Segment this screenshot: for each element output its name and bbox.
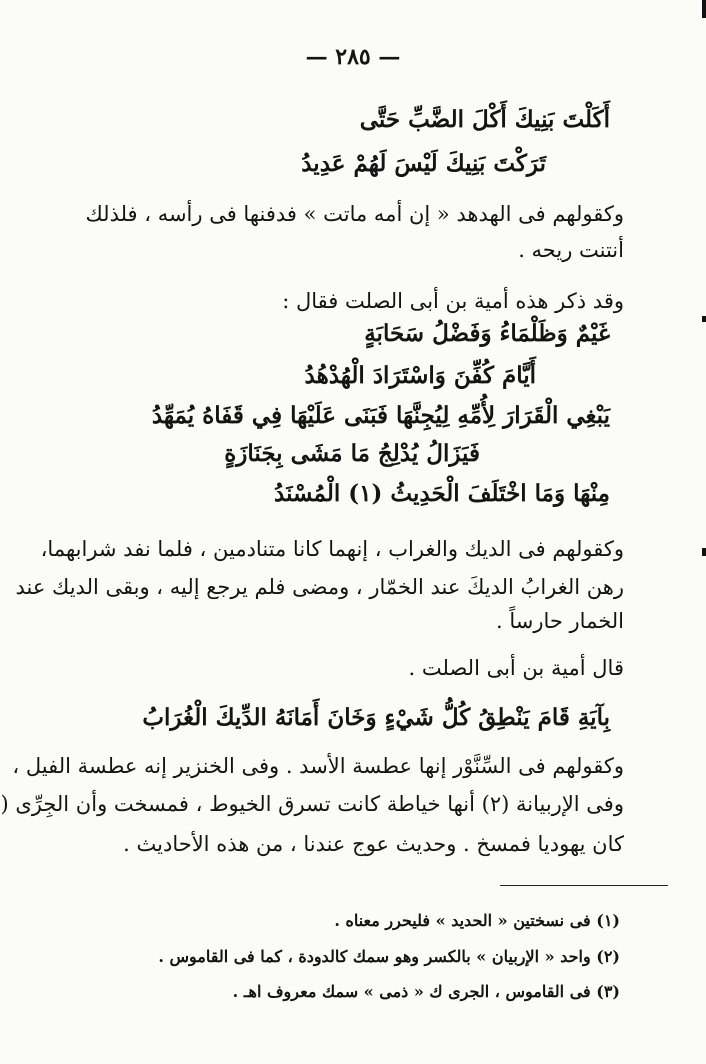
- paragraph-1-line-2: أنتنت ريحه .: [518, 238, 624, 262]
- paragraph-3-line-3: الخمار حارساً .: [495, 609, 624, 633]
- paragraph-5-line-3: كان يهوديا فمسخ . وحديث عوج عندنا ، من هذه الأحاديث .: [123, 832, 624, 856]
- poem-2-line-1: غَيْمٌ وَظَلْمَاءُ وَفَضْلُ سَحَابَةٍ: [364, 320, 610, 347]
- paragraph-3-line-2: رهن الغرابُ الديكَ عند الخمّار ، ومضى فلم يرجع إليه ، وبقى الديك عند: [15, 575, 624, 599]
- page-number: — ٢٨٥ —: [305, 44, 401, 70]
- scan-edge-mark: [702, 548, 706, 556]
- scan-edge-mark: [702, 316, 706, 322]
- footnote-1: (١) فى نسختين « الحديد » فليحرر معناه .: [334, 911, 620, 930]
- poem-2-line-2: أَيَّامَ كُفِّنَ وَاسْتَرَادَ الْهُدْهُدُ: [304, 362, 536, 389]
- paragraph-5-line-2: وفى الإربيانة (٢) أنها خياطة كانت تسرق الخيوط ، فمسخت وأن الجِرِّى (: [0, 792, 624, 816]
- scan-edge-mark: [702, 0, 706, 18]
- poem-2-line-3: يَبْغِي الْقَرَارَ لِأُمِّهِ لِيُجِنَّهَا فَبَنَى عَلَيْهَا فِي قَفَاهُ يُمَهِّدُ: [151, 402, 610, 429]
- poem-2-line-5: مِنْهَا وَمَا اخْتَلَفَ الْحَدِيثُ (١) الْمُسْنَدُ: [274, 480, 610, 507]
- footnote-rule: [500, 885, 668, 886]
- poem-2-line-4: فَيَزَالُ يُدْلِجُ مَا مَشَى بِجَنَازَةٍ: [224, 440, 480, 467]
- verse-4: بِآيَةِ قَامَ يَنْطِقُ كُلُّ شَيْءٍ وَخَانَ أَمَانَهُ الدِّيكَ الْغُرَابُ: [142, 704, 610, 731]
- paragraph-2-intro: وقد ذكر هذه أمية بن أبى الصلت فقال :: [282, 289, 624, 313]
- paragraph-1-line-1: وكقولهم فى الهدهد « إن أمه ماتت » فدفنها فى رأسه ، فلذلك: [85, 202, 624, 226]
- footnote-2: (٢) واحد « الإربيان » بالكسر وهو سمك كالدودة ، كما فى القاموس .: [158, 947, 620, 966]
- verse-1-line-1: أَكَلْتَ بَنِيكَ أَكْلَ الضَّبِّ حَتَّى: [359, 106, 610, 133]
- paragraph-5-line-1: وكقولهم فى السِّنَّوْر إنها عطسة الأسد . وفى الخنزير إنه عطسة الفيل ،: [12, 754, 624, 778]
- paragraph-3-line-1: وكقولهم فى الديك والغراب ، إنهما كانا متنادمين ، فلما نفد شرابهما،: [40, 537, 624, 561]
- footnote-3: (٣) فى القاموس ، الجرى ك « ذمى » سمك معروف اهـ .: [232, 982, 620, 1001]
- paragraph-4-intro: قال أمية بن أبى الصلت .: [408, 656, 624, 680]
- verse-1-line-2: تَرَكْتَ بَنِيكَ لَيْسَ لَهُمْ عَدِيدُ: [301, 150, 546, 177]
